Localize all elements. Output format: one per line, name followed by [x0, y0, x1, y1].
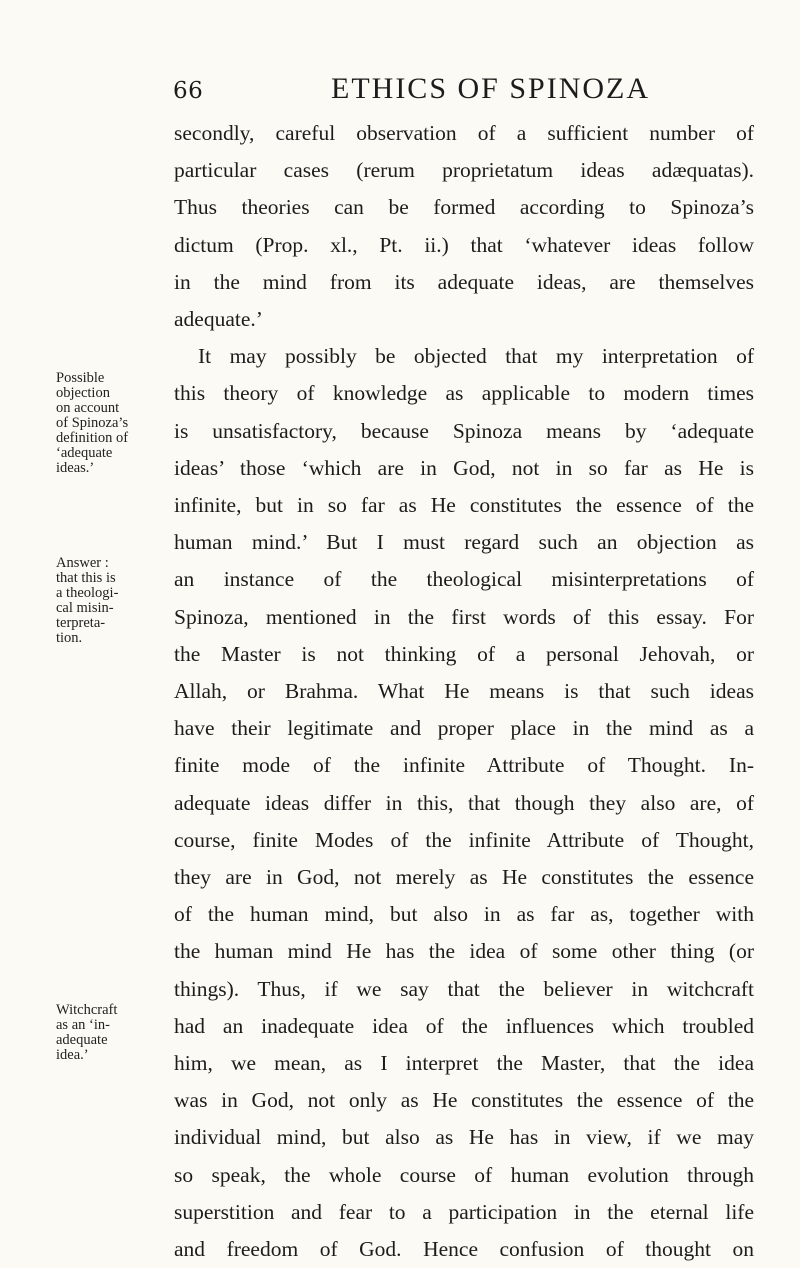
margin-note-line: Possible — [56, 370, 105, 386]
body-line: have their legitimate and proper place in the mind as a — [174, 716, 754, 741]
margin-note-line: tion. — [56, 630, 83, 646]
margin-note-line: that this is — [56, 570, 116, 586]
margin-note-line: ‘adequate — [56, 445, 113, 461]
body-line: so speak, the whole course of human evolution through — [174, 1162, 754, 1187]
margin-note-line: Witchcraft — [56, 1002, 118, 1018]
body-line: and freedom of God. Hence confusion of thought on — [174, 1237, 754, 1262]
body-line: the human mind He has the idea of some other thing (or — [174, 939, 754, 964]
body-line: secondly, careful observation of a sufficient number of — [174, 121, 754, 145]
body-line: It may possibly be objected that my interpretation of — [198, 344, 754, 369]
margin-note-possible-objection — [56, 371, 171, 476]
body-text — [174, 115, 754, 1268]
body-line: finite mode of the infinite Attribute of Thought. In- — [174, 753, 754, 778]
running-title: ETHICS OF SPINOZA — [331, 72, 651, 105]
body-line: an instance of the theological misinterpretations of — [174, 567, 754, 592]
margin-note-line: on account — [56, 400, 120, 416]
body-line: him, we mean, as I interpret the Master, that the idea — [174, 1051, 754, 1076]
margin-note-witchcraft — [56, 1003, 171, 1063]
body-line: human mind.’ But I must regard such an objection as — [174, 530, 754, 555]
margin-note-line: cal misin- — [56, 600, 114, 616]
body-line: they are in God, not merely as He constitutes the essence — [174, 865, 754, 890]
margin-note-line: definition of — [56, 430, 129, 446]
page-header — [0, 72, 800, 112]
body-line: ideas’ those ‘which are in God, not in so far as He is — [174, 455, 754, 480]
body-line: Spinoza, mentioned in the first words of this essay. For — [174, 604, 754, 629]
body-line: course, finite Modes of the infinite Attribute of Thought, — [174, 827, 754, 852]
body-line: dictum (Prop. xl., Pt. ii.) that ‘whatever ideas follow — [174, 232, 754, 257]
margin-note-line: idea.’ — [56, 1047, 89, 1063]
body-line: infinite, but in so far as He constitutes the essence of the — [174, 493, 754, 518]
body-line: adequate.’ — [174, 307, 263, 332]
body-line: is unsatisfactory, because Spinoza means by ‘adequate — [174, 418, 754, 443]
margin-note-line: of Spinoza’s — [56, 415, 129, 431]
margin-note-line: terpreta- — [56, 615, 106, 631]
margin-note-line: ideas.’ — [56, 460, 95, 476]
margin-note-line: as an ‘in- — [56, 1017, 110, 1033]
margin-note-answer — [56, 556, 171, 646]
margin-note-line: a theologi- — [56, 585, 119, 601]
page-number: 66 — [173, 78, 204, 104]
body-line: particular cases (rerum proprietatum ideas adæquatas). — [174, 158, 754, 183]
body-line: adequate ideas differ in this, that though they also are, of — [174, 790, 754, 815]
body-line: individual mind, but also as He has in view, if we may — [174, 1125, 754, 1150]
body-line: in the mind from its adequate ideas, are themselves — [174, 269, 754, 294]
margin-note-line: adequate — [56, 1032, 108, 1048]
body-line: had an inadequate idea of the influences which troubled — [174, 1013, 754, 1038]
body-line: the Master is not thinking of a personal Jehovah, or — [174, 641, 754, 666]
body-line: Allah, or Brahma. What He means is that such ideas — [174, 679, 754, 704]
body-line: things). Thus, if we say that the believer in witchcraft — [174, 976, 754, 1001]
body-line: was in God, not only as He constitutes the essence of the — [174, 1088, 754, 1113]
margin-note-line: objection — [56, 385, 110, 401]
body-line: superstition and fear to a participation in the eternal life — [174, 1199, 754, 1224]
body-line: Thus theories can be formed according to Spinoza’s — [174, 195, 754, 220]
body-line: of the human mind, but also in as far as, together with — [174, 902, 754, 927]
margin-note-line: Answer : — [56, 555, 109, 571]
body-line: this theory of knowledge as applicable to modern times — [174, 381, 754, 406]
